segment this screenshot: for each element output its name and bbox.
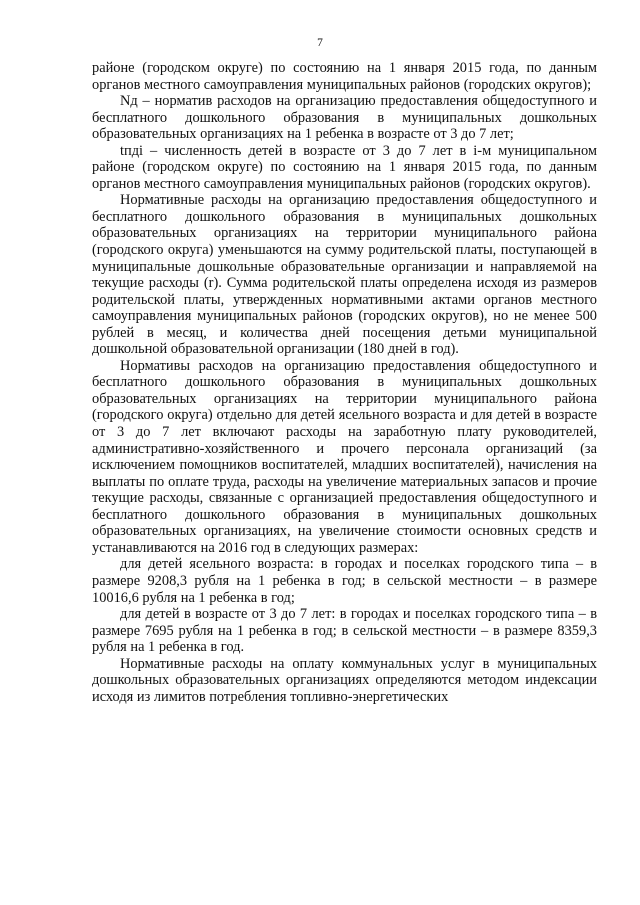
paragraph-nd-definition: Nд – норматив расходов на организацию предоставления общедоступного и бесплатного дошкольного образования в муниципальных дошкольных образовательных организациях на 1 ребенка в возрасте от 3 до 7 лет; [92, 93, 597, 143]
paragraph-expense-norms: Нормативы расходов на организацию предоставления общедоступного и бесплатного дошкольного образования в муниципальных дошкольных образовательных организациях на территории муниципального района (городского округа) отдельно для детей ясельного возраста и для детей в возрасте от 3 до 7 лет включают расходы на заработную плату руководителей, административно-хозяйственного и прочего персонала организаций (за исключением помощников воспитателей, младших воспитателей), начисления на выплаты по оплате труда, расходы на увеличение материальных запасов и прочие текущие расходы, связанные с организацией предоставления общедоступного и бесплатного дошкольного образования в муниципальных дошкольных образовательных организациях, на увеличение стоимости основных средств и устанавливаются на 2016 год в следующих размерах: [92, 357, 597, 556]
paragraph-nursery-rates: для детей ясельного возраста: в городах и поселках городского типа – в размере 9208,3 рубля на 1 ребенка в год; в сельской местности – в размере 10016,6 рубля на 1 ребенка в год; [92, 556, 597, 606]
page-number: 7 [317, 37, 323, 49]
paragraph-continuation: районе (городском округе) по состоянию на 1 января 2015 года, по данным органов местного самоуправления муниципальных районов (городских округов); [92, 60, 597, 93]
paragraph-age-3-7-rates: для детей в возрасте от 3 до 7 лет: в городах и поселках городского типа – в размере 7695 рубля на 1 ребенка в год; в сельской местности – в размере 8359,3 рубля на 1 ребенка в год. [92, 606, 597, 656]
paragraph-utilities: Нормативные расходы на оплату коммунальных услуг в муниципальных дошкольных образовательных организациях определяются методом индексации исходя из лимитов потребления топливно-энергетических [92, 655, 597, 705]
paragraph-parental-fee: Нормативные расходы на организацию предоставления общедоступного и бесплатного дошкольного образования в муниципальных дошкольных образовательных организациях на территории муниципального района (городского округа) уменьшаются на сумму родительской платы, поступающей в муниципальные дошкольные образовательные организации и направляемой на текущие расходы (r). Сумма родительской платы определена исходя из размеров родительской платы, утвержденных нормативными актами органов местного самоуправления муниципальных районов (городских округов), но не менее 500 рублей в месяц, и количества дней посещения детьми муниципальной дошкольной образовательной организации (180 дней в год). [92, 192, 597, 358]
document-body [92, 60, 597, 705]
paragraph-tpd-definition: tпдi – численность детей в возрасте от 3 до 7 лет в i-м муниципальном районе (городском округе) по состоянию на 1 января 2015 года, по данным органов местного самоуправления муниципальных районов (городских округов). [92, 142, 597, 192]
